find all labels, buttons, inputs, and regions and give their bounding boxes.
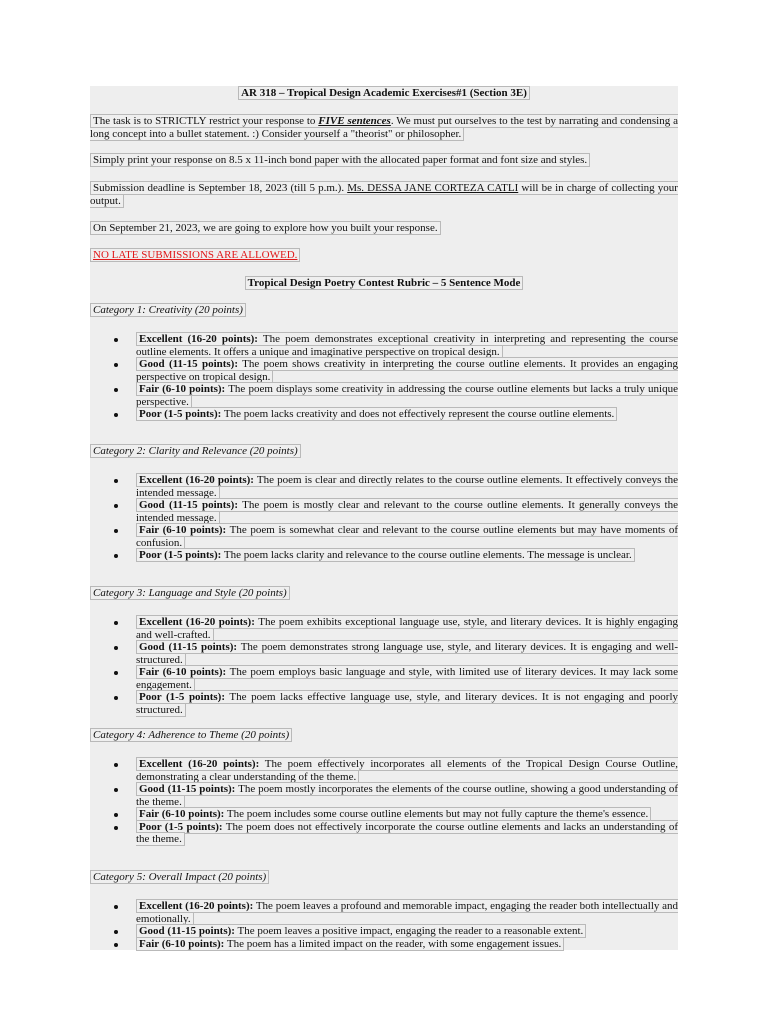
deadline-text xyxy=(90,181,678,208)
list-item xyxy=(90,821,678,846)
task-paragraph xyxy=(90,115,678,140)
criterion-text xyxy=(136,807,651,821)
criterion-text xyxy=(136,523,678,550)
category-heading xyxy=(90,587,678,600)
criterion-description: The poem lacks clarity and relevance to the course outline elements. The message is unclear. xyxy=(221,549,632,561)
bullet-icon xyxy=(114,504,118,508)
criterion-description: The poem displays some creativity in addressing the course outline elements but lacks a truly unique perspective. xyxy=(136,383,678,408)
criterion-description: The poem has a limited impact on the reader, with some engagement issues. xyxy=(224,937,562,950)
category-3-heading: Category 3: Language and Style (20 points) xyxy=(90,586,290,600)
list-item xyxy=(90,383,678,408)
rubric-title: Tropical Design Poetry Contest Rubric – 5 Sentence Mode xyxy=(245,276,524,290)
bullet-icon xyxy=(114,413,118,417)
bullet-icon xyxy=(114,479,118,483)
bullet-icon xyxy=(114,813,118,817)
bullet-icon xyxy=(114,826,118,830)
criterion-description: The poem does not effectively incorporate the course outline elements and lacks an understanding of the theme. xyxy=(136,820,678,845)
bullet-icon xyxy=(114,943,118,947)
criterion-description: The poem includes some course outline elements but may not fully capture the theme's essence. xyxy=(224,808,649,820)
list-item xyxy=(90,499,678,524)
five-sentences-emphasis: FIVE sentences xyxy=(318,115,391,127)
category-4-list xyxy=(90,758,678,846)
deadline-paragraph xyxy=(90,182,678,207)
criterion-description: The poem effectively incorporates all elements of the Tropical Design Course Outline, demonstrating a clear understanding of the theme. xyxy=(136,758,678,783)
criterion-label: Excellent (16-20 points): xyxy=(139,758,260,770)
criterion-text xyxy=(136,615,678,642)
document-page xyxy=(90,86,678,950)
criterion-text xyxy=(136,332,678,359)
list-item xyxy=(90,758,678,783)
criterion-label: Fair (6-10 points): xyxy=(139,666,227,678)
criterion-text xyxy=(136,757,678,784)
late-submission-warning-text: NO LATE SUBMISSIONS ARE ALLOWED. xyxy=(90,248,300,262)
category-heading xyxy=(90,729,678,742)
list-item xyxy=(90,691,678,716)
list-item xyxy=(90,408,678,421)
list-item xyxy=(90,900,678,925)
criterion-label: Good (11-15 points): xyxy=(139,641,238,653)
bullet-icon xyxy=(114,930,118,934)
criterion-description: The poem lacks creativity and does not effectively represent the course outline elements. xyxy=(221,408,615,420)
criterion-label: Good (11-15 points): xyxy=(139,925,235,937)
criterion-description: The poem is clear and directly relates to the course outline elements. It effectively conveys the intended message. xyxy=(136,474,679,499)
criterion-text xyxy=(136,382,678,409)
criterion-label: Good (11-15 points): xyxy=(139,499,239,511)
category-5-heading: Category 5: Overall Impact (20 points) xyxy=(90,870,269,884)
criterion-text xyxy=(136,548,635,562)
category-1-heading: Category 1: Creativity (20 points) xyxy=(90,303,246,317)
criterion-description: The poem is mostly clear and relevant to the course outline elements. It generally conveys the intended message. xyxy=(136,499,678,524)
late-submission-warning xyxy=(90,249,678,262)
bullet-icon xyxy=(114,763,118,767)
criterion-text xyxy=(136,782,678,809)
criterion-description: The poem demonstrates exceptional creativity in interpreting and representing the course outline elements. It offers a unique and imaginative perspective on tropical design. xyxy=(136,333,679,358)
criterion-description: The poem shows creativity in interpreting the course outline elements. It provides an engaging perspective on tropical design. xyxy=(136,358,678,383)
task-text-start: The task is to STRICTLY restrict your response to xyxy=(93,115,319,127)
list-item xyxy=(90,616,678,641)
category-heading xyxy=(90,871,678,884)
deadline-date-text: Submission deadline is September 18, 2023 (till 5 p.m.). xyxy=(93,182,348,194)
list-item xyxy=(90,641,678,666)
category-4-heading: Category 4: Adherence to Theme (20 points) xyxy=(90,728,292,742)
list-item xyxy=(90,938,678,951)
criterion-description: The poem lacks effective language use, style, and literary devices. It is not engaging and poorly structured. xyxy=(136,691,679,716)
criterion-text xyxy=(136,498,678,525)
task-text xyxy=(90,114,678,141)
task-text-end: . We must put ourselves to the test by narrating and condensing a long concept into a bullet statement. :) Consider yourself a "theorist" or philosopher. xyxy=(90,115,678,140)
document-title: AR 318 – Tropical Design Academic Exercises#1 (Section 3E) xyxy=(238,86,530,100)
criterion-description: The poem leaves a profound and memorable impact, engaging the reader both intellectually and emotionally. xyxy=(136,900,679,925)
list-item xyxy=(90,333,678,358)
criterion-description: The poem mostly incorporates the elements of the course outline, showing a good understanding of the theme. xyxy=(136,783,678,808)
bullet-icon xyxy=(114,338,118,342)
criterion-label: Poor (1-5 points): xyxy=(139,549,222,561)
print-instructions-text: Simply print your response on 8.5 x 11-inch bond paper with the allocated paper format and font size and styles. xyxy=(90,153,590,167)
criterion-label: Excellent (16-20 points): xyxy=(139,474,254,486)
document-title-row xyxy=(90,87,678,100)
criterion-label: Fair (6-10 points): xyxy=(139,524,227,536)
criterion-label: Fair (6-10 points): xyxy=(139,383,226,395)
list-item xyxy=(90,474,678,499)
collector-name: Ms. DESSA JANE CORTEZA CATLI xyxy=(347,182,519,194)
exploration-date-paragraph xyxy=(90,222,678,235)
bullet-icon xyxy=(114,671,118,675)
category-2-list xyxy=(90,474,678,562)
criterion-label: Fair (6-10 points): xyxy=(139,808,225,820)
bullet-icon xyxy=(114,363,118,367)
rubric-title-row xyxy=(90,277,678,290)
criterion-label: Poor (1-5 points): xyxy=(139,691,226,703)
bullet-icon xyxy=(114,621,118,625)
criterion-label: Poor (1-5 points): xyxy=(139,820,223,833)
bullet-icon xyxy=(114,529,118,533)
criterion-label: Excellent (16-20 points): xyxy=(139,616,255,628)
bullet-icon xyxy=(114,696,118,700)
category-2-heading: Category 2: Clarity and Relevance (20 points) xyxy=(90,444,301,458)
criterion-text xyxy=(136,407,617,421)
list-item xyxy=(90,783,678,808)
criterion-text xyxy=(136,640,678,667)
bullet-icon xyxy=(114,646,118,650)
criterion-text xyxy=(136,473,678,500)
print-instructions xyxy=(90,154,678,167)
criterion-text xyxy=(136,357,678,384)
category-heading xyxy=(90,304,678,317)
criterion-text xyxy=(136,937,564,951)
criterion-description: The poem employs basic language and style, with limited use of literary devices. It may lack some engagement. xyxy=(136,666,678,691)
criterion-label: Fair (6-10 points): xyxy=(139,937,225,950)
list-item xyxy=(90,549,678,562)
category-5-list xyxy=(90,900,678,950)
bullet-icon xyxy=(114,554,118,558)
criterion-text xyxy=(136,820,678,847)
criterion-description: The poem leaves a positive impact, engaging the reader to a reasonable extent. xyxy=(234,925,584,937)
list-item xyxy=(90,524,678,549)
category-1-list xyxy=(90,333,678,421)
category-3-list xyxy=(90,616,678,716)
criterion-label: Good (11-15 points): xyxy=(139,358,239,370)
list-item xyxy=(90,666,678,691)
criterion-label: Poor (1-5 points): xyxy=(139,408,222,420)
criterion-text xyxy=(136,665,678,692)
criterion-label: Excellent (16-20 points): xyxy=(139,333,258,345)
criterion-text xyxy=(136,924,586,938)
criterion-label: Excellent (16-20 points): xyxy=(139,900,254,912)
criterion-text xyxy=(136,690,678,717)
list-item xyxy=(90,925,678,938)
criterion-text xyxy=(136,899,678,926)
bullet-icon xyxy=(114,788,118,792)
bullet-icon xyxy=(114,388,118,392)
bullet-icon xyxy=(114,905,118,909)
list-item xyxy=(90,358,678,383)
category-heading xyxy=(90,445,678,458)
criterion-description: The poem exhibits exceptional language use, style, and literary devices. It is highly engaging and well-crafted. xyxy=(136,616,678,641)
exploration-date-text: On September 21, 2023, we are going to explore how you built your response. xyxy=(90,221,441,235)
list-item xyxy=(90,808,678,821)
criterion-label: Good (11-15 points): xyxy=(139,783,236,795)
deadline-text-end: will be in charge of collecting your output. xyxy=(90,182,678,207)
criterion-description: The poem is somewhat clear and relevant to the course outline elements but may have moments of confusion. xyxy=(136,524,678,549)
criterion-description: The poem demonstrates strong language use, style, and literary devices. It is engaging and well-structured. xyxy=(136,641,678,666)
